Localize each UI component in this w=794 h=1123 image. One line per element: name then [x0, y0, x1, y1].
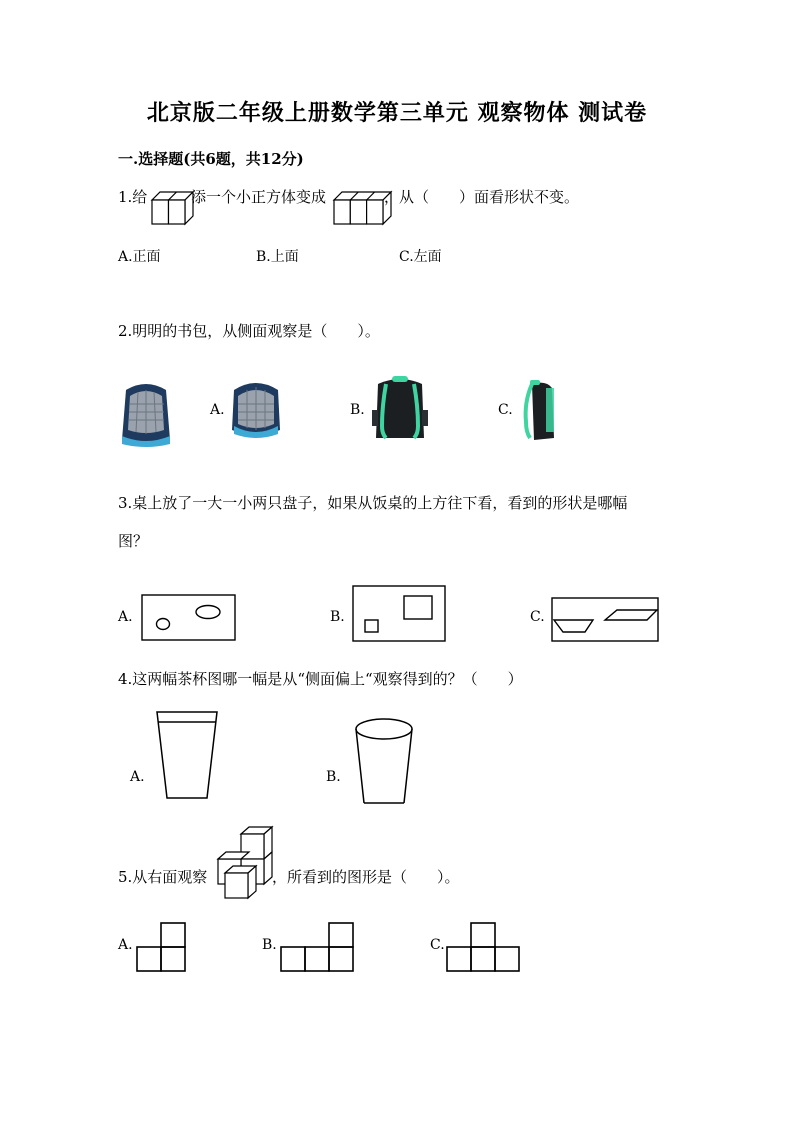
q3-option-c-figure	[551, 597, 661, 643]
q3-option-a[interactable]: A.	[118, 609, 133, 625]
q5-option-c-grid	[446, 921, 522, 975]
q4-option-b[interactable]: B.	[326, 769, 341, 785]
q5-option-a-grid	[136, 921, 188, 975]
backpack-reference-image	[118, 382, 174, 448]
q5-option-b[interactable]: B.	[262, 937, 277, 953]
backpack-front-view-image	[228, 380, 284, 440]
q5-option-c[interactable]: C.	[430, 937, 445, 953]
q5-option-a[interactable]: A.	[118, 937, 133, 953]
q2-option-a[interactable]: A.	[210, 402, 225, 418]
q4-cup-a-figure	[155, 710, 219, 802]
q3-option-b[interactable]: B.	[330, 609, 345, 625]
q2-option-c[interactable]: C.	[498, 402, 513, 418]
q4-option-a[interactable]: A.	[130, 769, 145, 785]
page-title: 北京版二年级上册数学第三单元 观察物体 测试卷	[146, 100, 648, 126]
q5-text-end: ，所看到的图形是（ ）。	[272, 868, 460, 886]
q1-option-c[interactable]: C.左面	[399, 249, 442, 265]
q3-option-b-figure	[352, 585, 448, 643]
q1-text-middle: 添一个小正方体变成	[191, 188, 327, 206]
q1-option-b[interactable]: B.上面	[256, 249, 299, 265]
backpack-side-view-image	[516, 378, 560, 444]
q5-option-b-grid	[280, 921, 356, 975]
q3-option-a-figure	[141, 594, 237, 642]
q1-two-cubes-figure	[150, 186, 194, 228]
section-heading: 一.选择题(共6题，共12分)	[118, 150, 304, 168]
q3-option-c[interactable]: C.	[530, 609, 545, 625]
q4-text: 4.这两幅茶杯图哪一幅是从“侧面偏上“观察得到的？（ ）	[118, 670, 523, 688]
backpack-back-view-image	[368, 376, 432, 446]
q1-option-a[interactable]: A.正面	[118, 249, 161, 265]
q1-text-end: ，从（ ）面看形状不变。	[384, 188, 580, 206]
q3-text-line1: 3.桌上放了一大一小两只盘子，如果从饭桌的上方往下看，看到的形状是哪幅	[118, 494, 628, 512]
q1-text-start: 1.给	[118, 188, 148, 206]
q2-text: 2.明明的书包，从侧面观察是（ ）。	[118, 322, 380, 340]
q1-three-cubes-figure	[332, 186, 392, 228]
q2-option-b[interactable]: B.	[350, 402, 365, 418]
q4-cup-b-figure	[354, 717, 416, 807]
q5-cube-stack-figure	[215, 826, 277, 904]
q5-text-start: 5.从右面观察	[118, 868, 208, 886]
q3-text-line2: 图？	[118, 532, 149, 550]
